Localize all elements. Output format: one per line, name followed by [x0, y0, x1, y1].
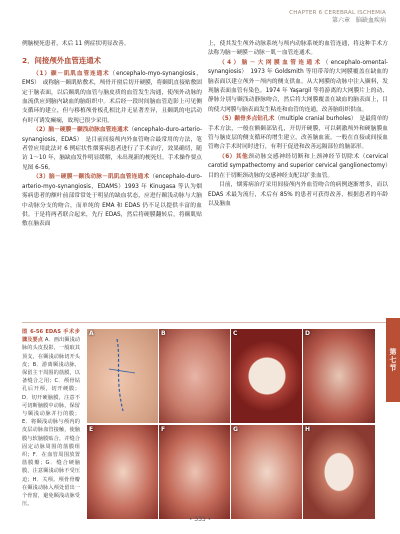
photo-label: A: [89, 330, 94, 337]
paragraph: 目前，烟雾病治疗采用间接颅内外血管吻合的病例逐渐增多，而以 EDAS 术最为流行，术后有 85% 的患者可获得改善，根据患者的年龄以及脑血: [208, 182, 388, 207]
figure-divider: [22, 322, 388, 323]
paragraph: [22, 173, 202, 229]
subsection-label: （3）脑－硬膜－颞浅动脉－肌肌血管连通术: [33, 174, 150, 181]
paragraph: [208, 115, 388, 153]
paragraph: [22, 70, 202, 126]
section-side-tab-label: 第七节: [389, 348, 397, 372]
photo-g: [230, 424, 304, 520]
right-column: [208, 40, 388, 209]
photo-c: [230, 328, 304, 424]
photo-label: C: [233, 330, 238, 337]
section-side-tab: [386, 318, 400, 402]
section-title: 2．间接颅外血管连通术: [22, 56, 102, 66]
paragraph-text: 颈动脉交感神经切断和上颈神经节切除术（cervical carotid sympathectomy and superior cervical ganglionectomy）目的在于切断颈动脉的交感神经支配以扩张血管。: [208, 153, 388, 179]
subsection-label: （4）脑－大网膜血管连通术: [219, 59, 323, 66]
photo-d: [302, 328, 376, 424]
figure-title: EDAS 手术步骤及要点: [22, 329, 80, 344]
surgical-photo-grid: [86, 328, 374, 518]
figure-caption: [22, 328, 80, 508]
chapter-title-en: CHAPTER 6 CEREBRAL ISCHEMIA: [289, 10, 386, 16]
photo-a: [86, 328, 160, 424]
photo-b: [158, 328, 232, 424]
chapter-title-cn: 第六章 脑缺血疾病: [331, 16, 386, 24]
photo-label: B: [161, 330, 166, 337]
incision-drawing: [87, 329, 159, 423]
figure-number: 图 6-56: [22, 329, 44, 335]
paragraph: [22, 126, 202, 173]
photo-e: [86, 424, 160, 520]
figure-caption-text: A．画出颞浅动脉的头皮投影，一般取其顶支，在颞浅动脉切开头皮；B．游离颞浅动脉，保留主干周围的筋膜，以备缝合之用；C．颅骨钻孔后开颅，切开硬膜；D．切开硬脑膜，注意不可切断脑膜中动脉，保留与颞浅动脉并行的膜；E．将颞浅动脉与颅内的皮层动脉血管接触，使脑膜与软脑膜贴合，并缝合固定动脉周围的筋膜组织；F．在血管周围放置筋膜瓣；G．缝合硬脑膜，注意颞浅动脉不受压迫；H．关颅。颅骨骨瓣在颞浅动脉入颅处留出一个骨窗，避免颞浅动脉受压。: [22, 337, 80, 508]
running-header: [289, 10, 386, 24]
photo-label: E: [89, 426, 94, 433]
subsection-label: （6）其他: [219, 153, 249, 160]
photo-label: H: [305, 426, 311, 433]
paragraph: 上，使其发生颅外动脉系统与颅内动脉系统的血管连通，将这种手术方法称为脑－硬膜－动脉－肌－血管连通术。: [208, 41, 388, 57]
photo-h: [302, 424, 376, 520]
page-number: • 333 •: [188, 516, 212, 523]
paragraph: [208, 153, 388, 181]
paragraph-text: （multiple cranial burholes） 是最简单的手术方法，一般在额颞部钻孔，开切开硬膜，可以刺激颅外和硬脑膜血管与脑皮层的侧支循环的增生建立，改善脑血流。一般在直接或间接血管吻合手术时同时进行，有利于促进和改善远隔部位的脑部形。: [208, 116, 388, 151]
subsection-label: （2）脑－硬膜－颞浅动脉血管连通术: [33, 127, 129, 134]
subsection-label: （5）颞骨多点钻孔术: [219, 116, 275, 123]
subsection-label: （1）颞－肌肌血管连通术: [33, 70, 110, 77]
photo-f: [158, 424, 232, 520]
paragraph-text: （encephalo-myo-synangiosis，EMS） 或称脑－颞肌贴敷术，颅骨开窗后切开硬膜，将颞肌直接贴敷固定于脑表面，以后颞肌的血管与脑皮质的血管发生沟通，使颅外动脉的血流供应到脑内缺血的脑组织中。术后经一段时间脑血管造影上可见侧支循环的建立，但与移植颅骨板孔相比并无显著差异，且颞肌的电活动有时可诱发癫痫，故现已很少采用。: [22, 70, 202, 124]
paragraph: 例脑梗死患者，术后 11 例症状明显改善。: [22, 41, 130, 47]
paragraph: [208, 59, 388, 115]
paragraph-text: （encephalo-omental-synangiosis） 1973 年 Goldsmith 等用带蒂的大网膜覆盖在缺血的脑表面以建立颅外－颅内的侧支供血。从大网膜的动脉中注入颞料，发现脑表面血管有染色。1974 年 Yaşargil 等将游离的大网膜片上的动、静脉分别与颞浅动静脉吻合，然后将大网膜覆盖在缺血的脑表面上，目的使大网膜与脑表面发生粘连和血管的连通，改善脑组织供血。: [208, 59, 388, 113]
left-column: [22, 40, 202, 230]
photo-label: D: [305, 330, 310, 337]
photo-label: G: [233, 426, 238, 433]
paragraph-text: （encephalo-duro-arterio-myo-synangiosis，EDAMS）1993 年 Kinugasa 等认为烟雾病患者的额叶前部常常处于明显的缺血状态，应进行颞浅动脉与大脑中动脉分支的吻合，而单纯的 EMA 和 EDAS 仍不足以提供丰富的血供。于是将两者联合起来，先行 EDAS，然后将硬膜翻转后，将颞肌贴敷在脑表面: [22, 174, 202, 228]
paragraph-text: （encephalo-duro-arterio-synangiosis，EDAS） 是目前间接颅内外血管吻合最常用的方法，笔者曾应用此法对 6 例症状性烟雾病患者进行了手术治疗，效果确切，随访 1～10 年，脑缺血发作明显缓解，未出现新的梗死灶。手术操作要点见图 6-56。: [22, 127, 202, 171]
photo-label: F: [161, 426, 166, 433]
